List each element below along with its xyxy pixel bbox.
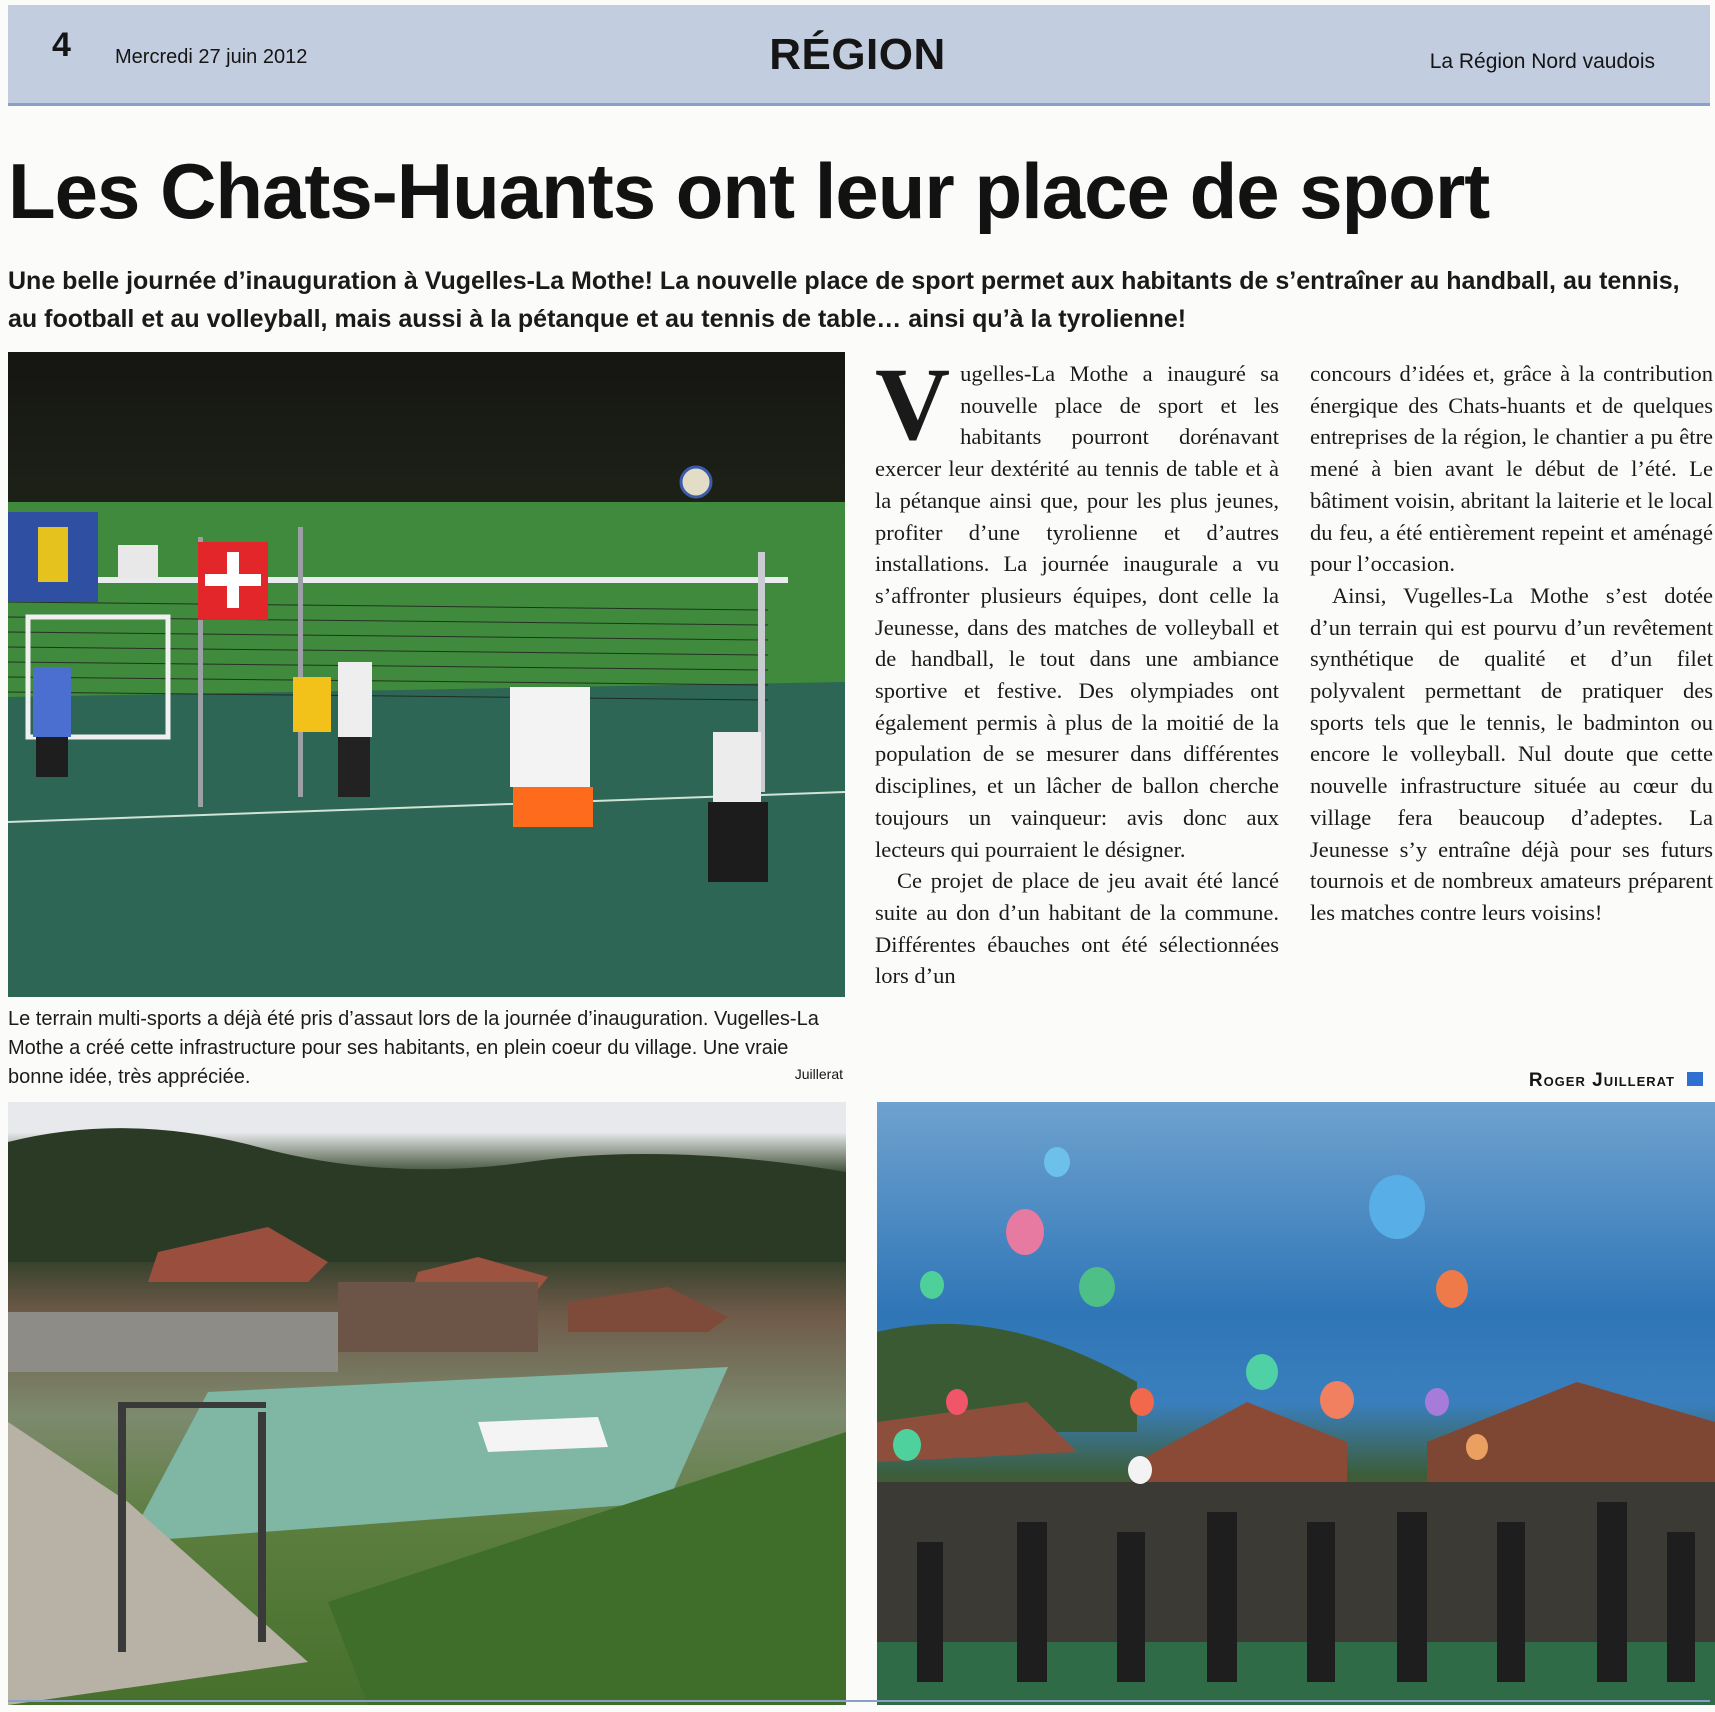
- issue-date: Mercredi 27 juin 2012: [115, 46, 308, 68]
- section-title: RÉGION: [769, 30, 946, 79]
- photo-volleyball-match: [8, 352, 845, 997]
- author-byline: Roger Juillerat: [1528, 1070, 1675, 1091]
- end-mark-icon: [1687, 1072, 1703, 1086]
- article-paragraph: Ainsi, Vugelles-La Mothe s’est dotée d’un terrain qui est pourvu d’un revêtement synthétique de qualité et d’un filet polyvalent permettant de pratiquer des sports tels que le tennis, le badminton ou encore le volleyball. Nul doute que cette nouvelle infrastructure située au cœur du village fera beaucoup d’adeptes. La Jeunesse s’y entraîne déjà pour ses futurs tournois et de nombreux amateurs préparent les matches contre leurs voisins!: [1310, 582, 1713, 925]
- article-column-2: [1310, 358, 1713, 929]
- photo-balloon-release: [877, 1102, 1715, 1705]
- article-paragraph: ugelles-La Mothe a inauguré sa nouvelle place de sport et les habitants pourront dorénavant exercer leur dextérité au tennis de table et à la pétanque ainsi que, pour les plus jeunes, profiter d’une tyrolienne et d’autres installations. La journée inaugurale a vu s’affronter plusieurs équipes, dont celle la Jeunesse, dans des matches de volleyball et de handball, le tout dans une ambiance sportive et festive. Des olympiades ont également permis à plus de la moitié de la population de se mesurer dans différentes disciplines, et un lâcher de ballon cherche toujours un vainqueur: avis donc aux lecteurs qui pourraient le désigner.: [875, 361, 1279, 862]
- newspaper-name: La Région Nord vaudois: [1429, 50, 1655, 73]
- article-headline: Les Chats-Huants ont leur place de sport: [8, 147, 1490, 235]
- photo-caption: Le terrain multi-sports a déjà été pris d’assaut lors de la journée d’inauguration. Vugelles-La Mothe a créé cette infrastructure pour ses habitants, en plein coeur du village. Une vraie bonne idée, très appréciée.: [8, 1008, 819, 1088]
- article-lead: Une belle journée d’inauguration à Vugelles-La Mothe! La nouvelle place de sport permet aux habitants de s’entraîner au handball, au tennis, au football et au volleyball, mais aussi à la pétanque et au tennis de table… ainsi qu’à la tyrolienne!: [8, 267, 1680, 333]
- photo-sports-field-overview: [8, 1102, 846, 1705]
- bottom-rule: [8, 1700, 1710, 1702]
- page-number: 4: [52, 26, 71, 64]
- drop-cap: V: [875, 347, 951, 462]
- article-paragraph: concours d’idées et, grâce à la contribution énergique des Chats-huants et de quelques entreprises de la région, le chantier a pu être mené à bien avant le début de l’été. Le bâtiment voisin, abritant la laiterie et le local du feu, a été entièrement repeint et aménagé pour l’occasion.: [1310, 361, 1713, 577]
- article-column-1: [875, 347, 1279, 992]
- article-paragraph: Ce projet de place de jeu avait été lancé suite au don d’un habitant de la commune. Différentes ébauches ont été sélectionnées lors d’un: [875, 868, 1279, 989]
- photo-credit: Juillerat: [794, 1066, 843, 1082]
